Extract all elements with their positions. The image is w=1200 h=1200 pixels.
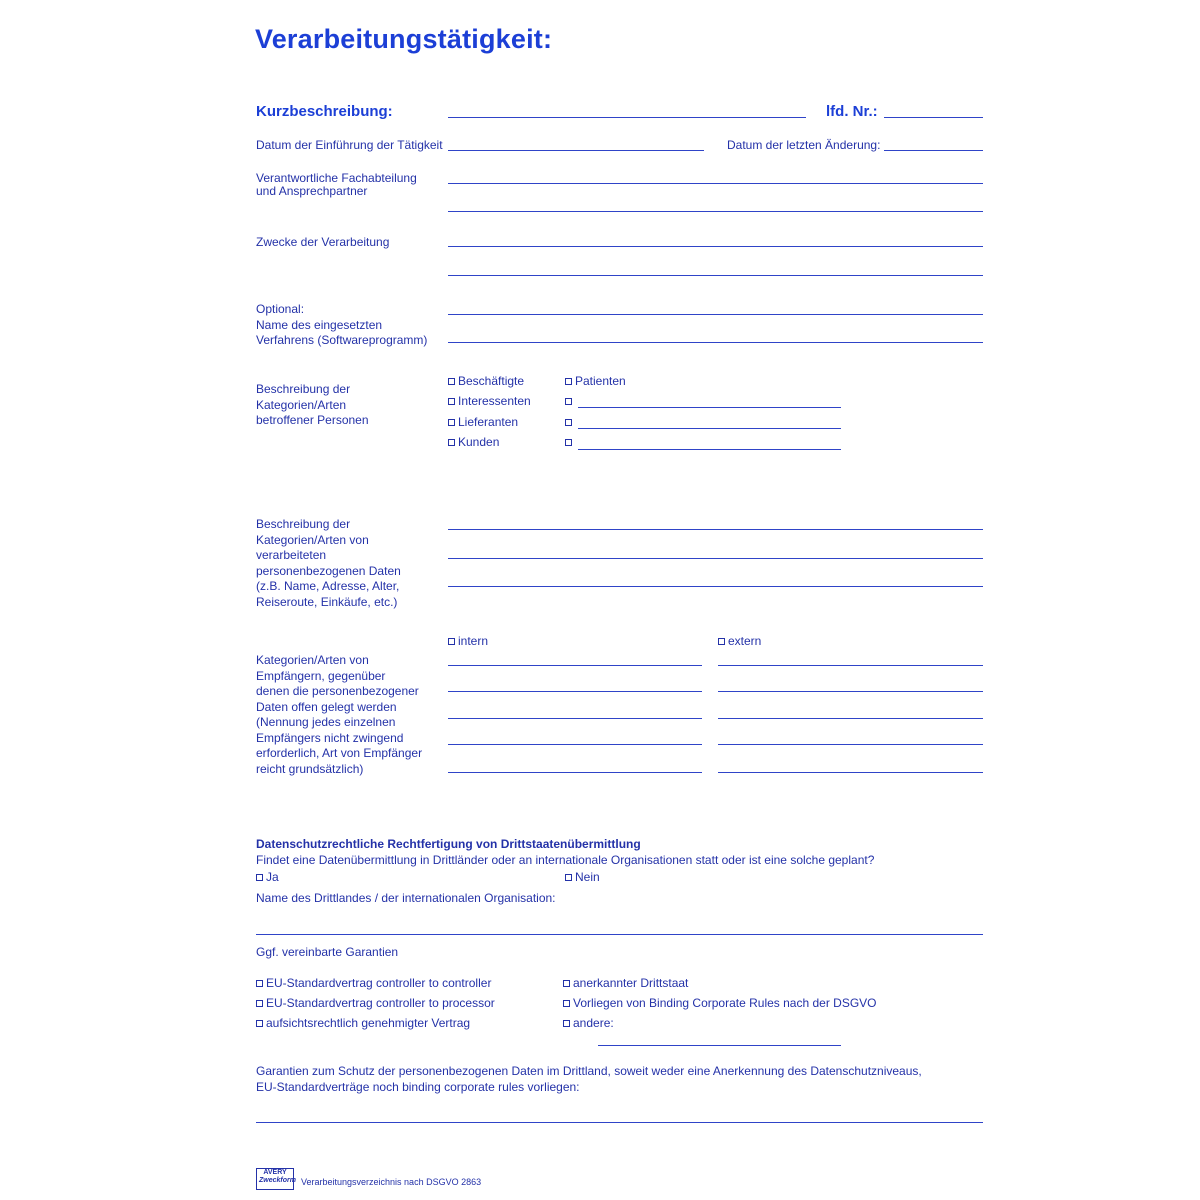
kurzbeschreibung-field[interactable]	[448, 117, 806, 118]
checkbox-other-2[interactable]	[565, 415, 575, 430]
checkbox-patienten[interactable]: Patienten	[565, 374, 626, 389]
checkbox-icon	[565, 439, 572, 446]
einfuehrung-label: Datum der Einführung der Tätigkeit	[256, 138, 443, 152]
einfuehrung-field[interactable]	[448, 150, 704, 151]
page-title: Verarbeitungstätigkeit:	[255, 24, 553, 54]
daten-label: Beschreibung der Kategorien/Arten von verarbeiteten personenbezogenen Daten (z.B. Name, Adresse, Alter, Reiseroute, Einkäufe, etc.)	[256, 517, 401, 609]
zwecke-field-1[interactable]	[448, 246, 983, 247]
kurzbeschreibung-label: Kurzbeschreibung:	[256, 103, 393, 120]
daten-field-2[interactable]	[448, 558, 983, 559]
checkbox-icon	[448, 378, 455, 385]
daten-field-3[interactable]	[448, 586, 983, 587]
checkbox-icon	[448, 638, 455, 645]
avery-logo	[256, 1168, 294, 1190]
verfahren-field-2[interactable]	[448, 342, 983, 343]
footer-text: Verarbeitungsverzeichnis nach DSGVO 2863	[301, 1177, 482, 1187]
checkbox-icon	[565, 378, 572, 385]
intern-field-1[interactable]	[448, 665, 702, 666]
extern-field-5[interactable]	[718, 772, 983, 773]
personen-other-field-1[interactable]	[578, 407, 841, 408]
personen-other-field-2[interactable]	[578, 428, 841, 429]
checkbox-anerkannter-drittstaat[interactable]: anerkannter Drittstaat	[563, 976, 688, 991]
fachabteilung-label: Verantwortliche Fachabteilung und Ansprechpartner	[256, 171, 417, 198]
checkbox-icon	[563, 1000, 570, 1007]
garantien-label: Ggf. vereinbarte Garantien	[256, 945, 399, 959]
drittland-name-label: Name des Drittlandes / der internationalen Organisation:	[256, 891, 556, 905]
logo-top-text: AVERY	[263, 1169, 287, 1176]
checkbox-interessenten[interactable]: Interessenten	[448, 394, 531, 409]
checkbox-other-1[interactable]	[565, 394, 575, 409]
checkbox-icon	[718, 638, 725, 645]
lfd-nr-label: lfd. Nr.:	[826, 103, 878, 120]
extern-field-4[interactable]	[718, 744, 983, 745]
checkbox-icon	[448, 419, 455, 426]
intern-field-4[interactable]	[448, 744, 702, 745]
checkbox-icon	[256, 980, 263, 987]
schutz-label: Garantien zum Schutz der personenbezogenen Daten im Drittland, soweit weder eine Anerkennung des Datenschutzniveaus, EU-Standardverträge noch binding corporate rules vorliegen:	[256, 1064, 922, 1094]
checkbox-icon	[448, 439, 455, 446]
checkbox-icon	[565, 419, 572, 426]
verfahren-label: Optional: Name des eingesetzten Verfahrens (Softwareprogramm)	[256, 302, 428, 347]
schutz-field[interactable]	[256, 1122, 983, 1123]
drittland-name-field[interactable]	[256, 934, 983, 935]
checkbox-genehmigter-vertrag[interactable]: aufsichtsrechtlich genehmigter Vertrag	[256, 1016, 470, 1031]
drittstaat-heading: Datenschutzrechtliche Rechtfertigung von Drittstaatenübermittlung	[256, 837, 641, 851]
intern-field-2[interactable]	[448, 691, 702, 692]
zwecke-label: Zwecke der Verarbeitung	[256, 235, 390, 249]
empfaenger-label: Kategorien/Arten von Empfängern, gegenüber denen die personenbezogener Daten offen gelegt werden (Nennung jedes einzelnen Empfängers nicht zwingend erforderlich, Art von Empfänger reicht grundsätzlich)	[256, 653, 423, 776]
extern-field-1[interactable]	[718, 665, 983, 666]
checkbox-bcr[interactable]: Vorliegen von Binding Corporate Rules nach der DSGVO	[563, 996, 877, 1011]
checkbox-ja[interactable]: Ja	[256, 870, 279, 885]
logo-bottom-text: Zweckform	[259, 1177, 296, 1184]
personen-label: Beschreibung der Kategorien/Arten betroffener Personen	[256, 382, 369, 427]
checkbox-other-3[interactable]	[565, 435, 575, 450]
extern-field-3[interactable]	[718, 718, 983, 719]
intern-field-3[interactable]	[448, 718, 702, 719]
fachabteilung-field-1[interactable]	[448, 183, 983, 184]
daten-field-1[interactable]	[448, 529, 983, 530]
checkbox-icon	[563, 980, 570, 987]
checkbox-icon	[565, 874, 572, 881]
checkbox-eu-c2c[interactable]: EU-Standardvertrag controller to controller	[256, 976, 491, 991]
checkbox-icon	[256, 1020, 263, 1027]
drittstaat-question: Findet eine Datenübermittlung in Drittländer oder an internationale Organisationen statt oder ist eine solche geplant?	[256, 853, 875, 867]
checkbox-extern[interactable]: extern	[718, 634, 761, 649]
checkbox-lieferanten[interactable]: Lieferanten	[448, 415, 518, 430]
zwecke-field-2[interactable]	[448, 275, 983, 276]
verfahren-field-1[interactable]	[448, 314, 983, 315]
checkbox-andere[interactable]: andere:	[563, 1016, 614, 1031]
checkbox-icon	[565, 398, 572, 405]
checkbox-eu-c2p[interactable]: EU-Standardvertrag controller to processor	[256, 996, 495, 1011]
aenderung-label: Datum der letzten Änderung:	[727, 138, 881, 152]
andere-field[interactable]	[598, 1045, 841, 1046]
checkbox-kunden[interactable]: Kunden	[448, 435, 499, 450]
fachabteilung-field-2[interactable]	[448, 211, 983, 212]
intern-field-5[interactable]	[448, 772, 702, 773]
checkbox-beschaeftigte[interactable]: Beschäftigte	[448, 374, 524, 389]
checkbox-icon	[256, 874, 263, 881]
checkbox-icon	[256, 1000, 263, 1007]
checkbox-icon	[448, 398, 455, 405]
lfd-nr-field[interactable]	[884, 117, 983, 118]
extern-field-2[interactable]	[718, 691, 983, 692]
checkbox-intern[interactable]: intern	[448, 634, 488, 649]
aenderung-field[interactable]	[884, 150, 983, 151]
checkbox-nein[interactable]: Nein	[565, 870, 600, 885]
checkbox-icon	[563, 1020, 570, 1027]
personen-other-field-3[interactable]	[578, 449, 841, 450]
